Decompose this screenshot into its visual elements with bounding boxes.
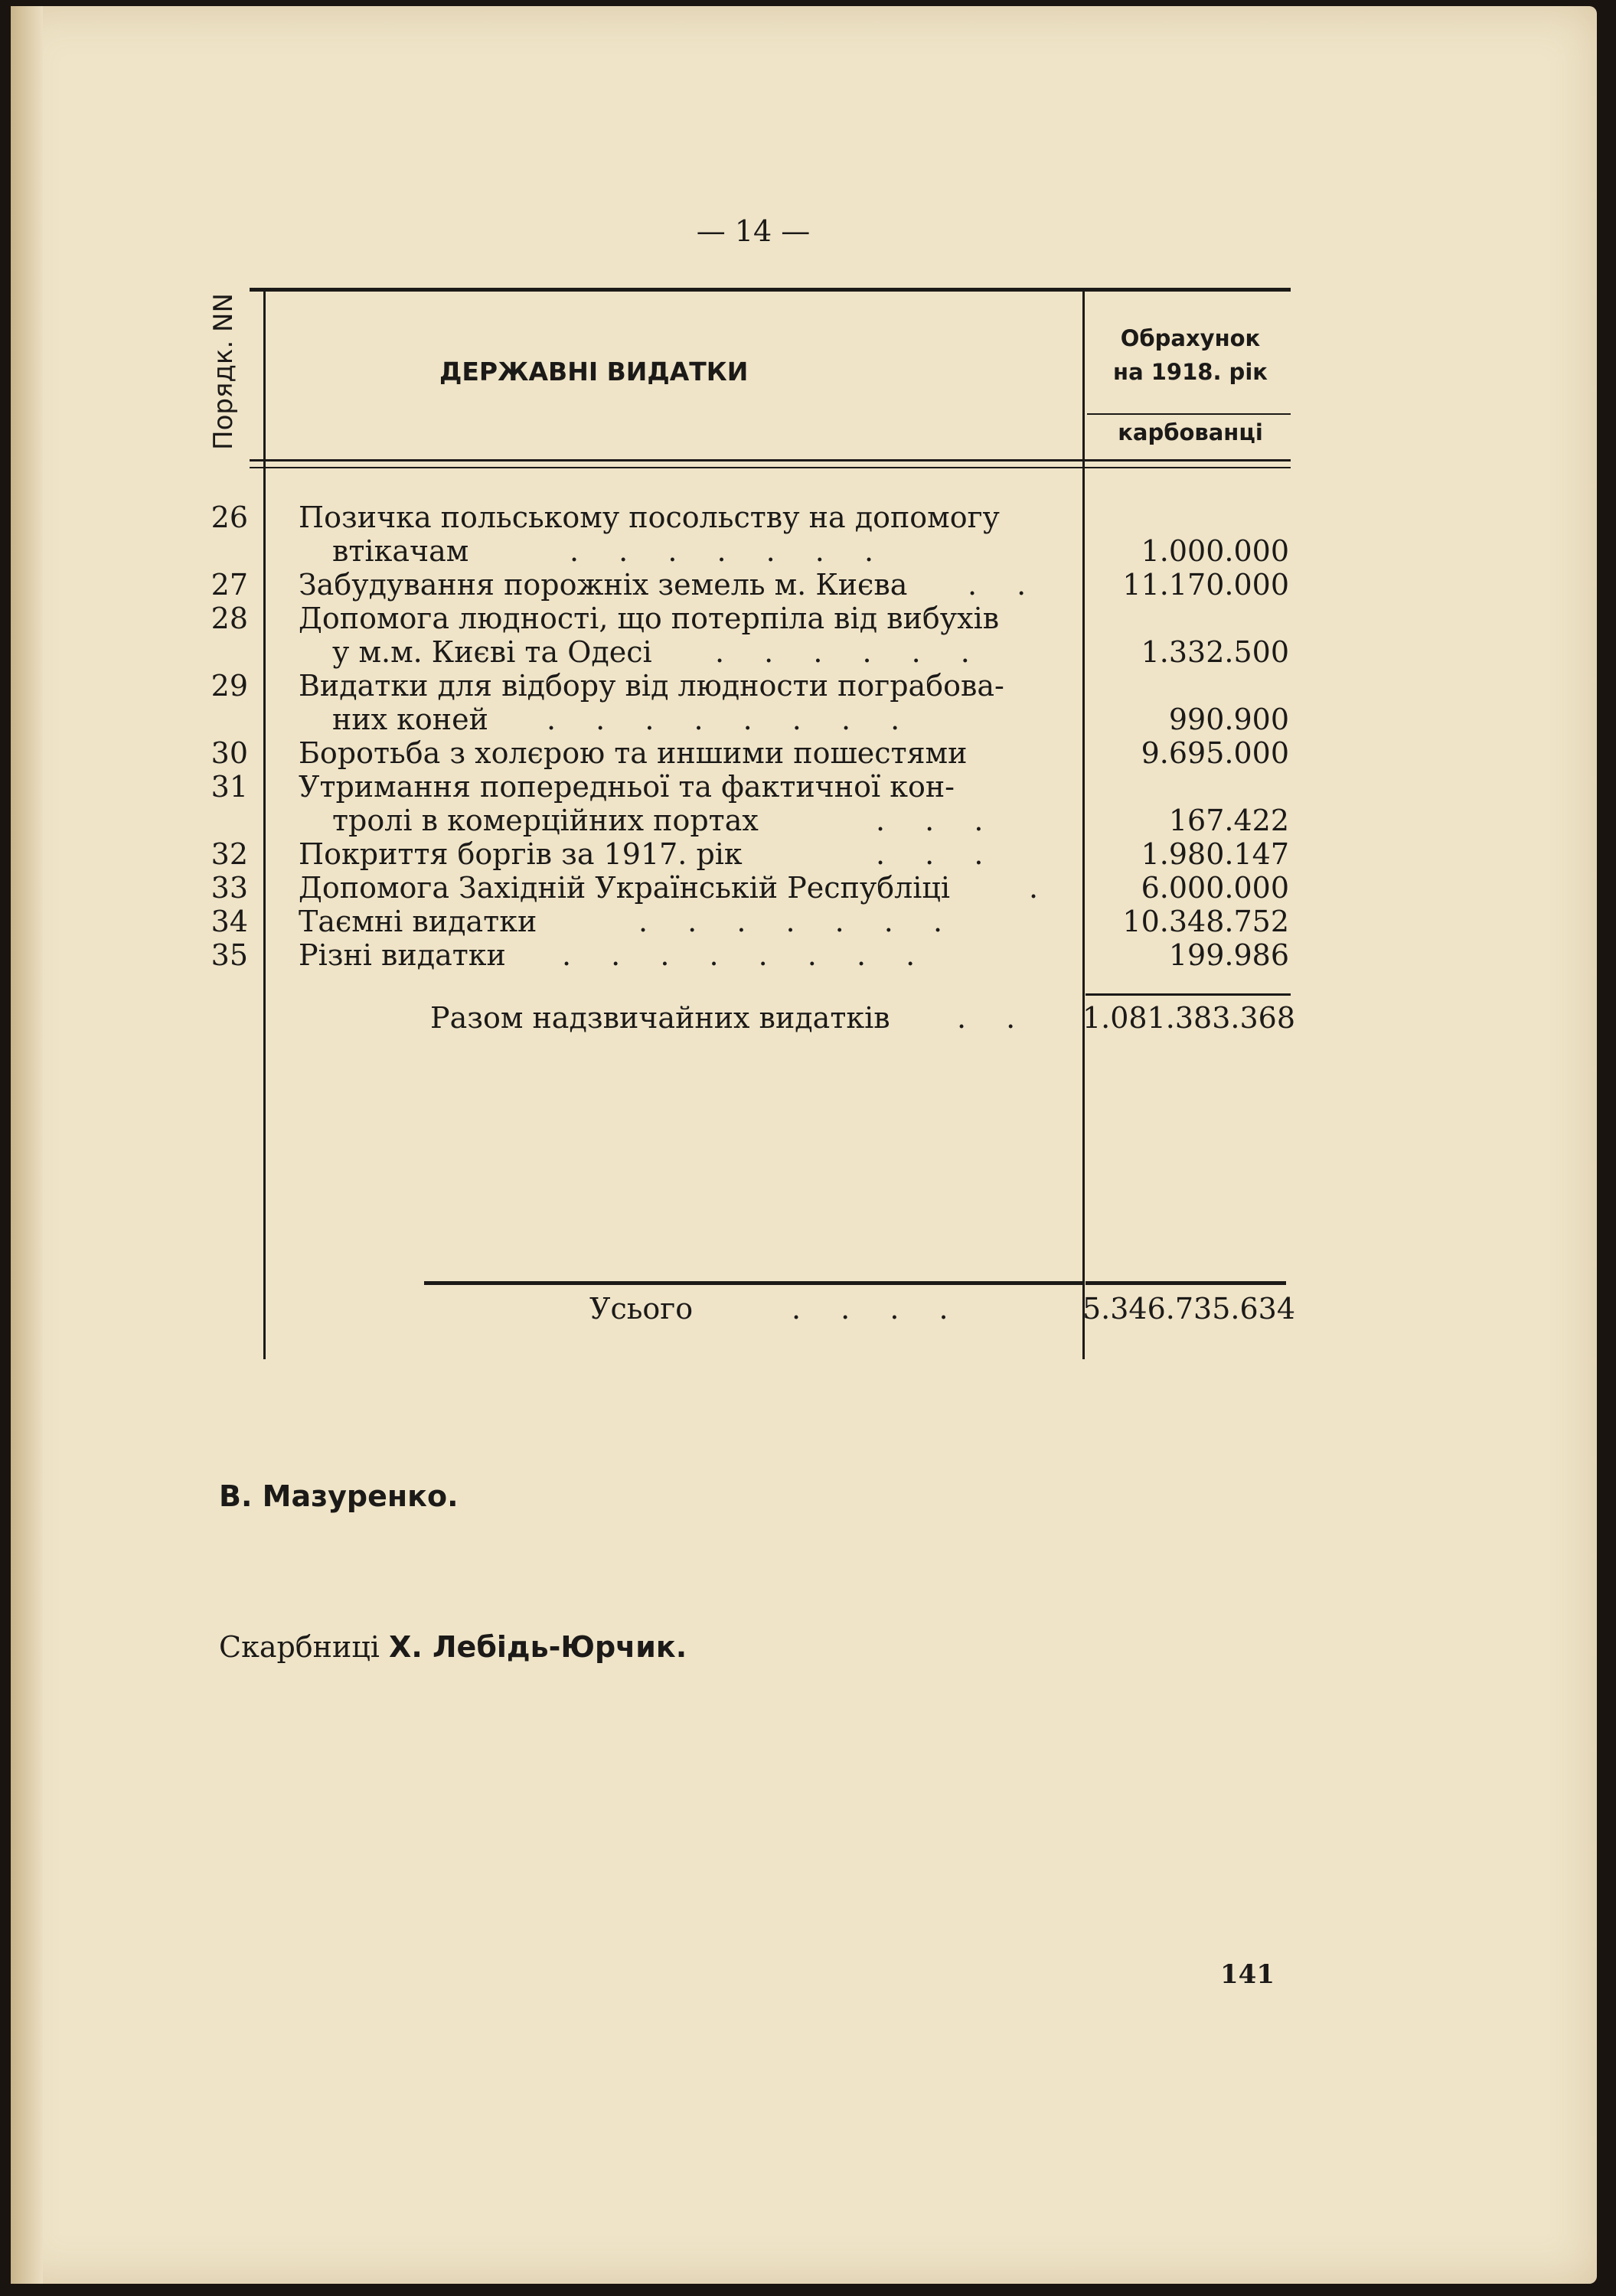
row-number: 29 (211, 669, 248, 703)
row-text-line: тролі в комерційних портах (332, 804, 759, 837)
signature-treasury (219, 1630, 687, 1664)
row-number: 27 (211, 568, 248, 602)
row-amount: 1.000.000 (1141, 534, 1289, 568)
row-amount: 9.695.000 (1141, 736, 1289, 770)
row-number: 34 (211, 905, 248, 938)
total-rule-amount (1085, 1281, 1286, 1285)
leader-dots: . . . . . . . (638, 905, 958, 938)
leader-dots: . . . . (792, 1292, 964, 1326)
row-number: 28 (211, 602, 248, 635)
page-number-bottom: 141 (1220, 1959, 1275, 1990)
row-text-line: Боротьба з холєрою та иншими пошестями (299, 736, 968, 770)
leader-dots: . (1029, 871, 1054, 905)
subtotal-label: Разом надзвичайних видатків (430, 1001, 890, 1035)
row-amount: 990.900 (1168, 703, 1289, 736)
header-estimate-line-2: на 1918. рік (1113, 359, 1268, 385)
header-title: ДЕРЖАВНІ ВИДАТКИ (439, 357, 749, 386)
column-rule-left (263, 288, 266, 1359)
row-text-line: Допомога людності, що потерпіла від вибухів (299, 602, 1000, 635)
signature-treasury-prefix: Скарбниці (219, 1630, 380, 1664)
signature-treasury-name: Х. Лебідь-Юрчик. (389, 1630, 687, 1664)
amount-underline (1085, 993, 1291, 996)
row-text-line: Позичка польському посольству на допомогу (299, 501, 1000, 534)
table-header-bottom-rule (250, 459, 1291, 461)
row-number: 35 (211, 938, 248, 972)
row-amount: 6.000.000 (1141, 871, 1289, 905)
document-page (11, 6, 1597, 2284)
header-row-number: Порядк. NN (208, 293, 239, 450)
total-rule (424, 1281, 1082, 1285)
row-amount: 11.170.000 (1122, 568, 1289, 602)
row-amount: 199.986 (1168, 938, 1289, 972)
row-text-line: Таємні видатки (299, 905, 537, 938)
row-text-line: втікачам (332, 534, 469, 568)
table-header-bottom-rule-2 (250, 467, 1291, 468)
leader-dots: . . . . . . (715, 635, 985, 669)
row-number: 26 (211, 501, 248, 534)
leader-dots: . . . (876, 837, 999, 871)
row-amount: 1.332.500 (1141, 635, 1289, 669)
leader-dots: . . (957, 1001, 1031, 1035)
row-amount: 10.348.752 (1122, 905, 1289, 938)
leader-dots: . . . . . . . (570, 534, 890, 568)
row-text-line: у м.м. Києві та Одесі (332, 635, 652, 669)
leader-dots: . . . . . . . . (547, 703, 916, 736)
row-number: 31 (211, 770, 248, 804)
unit-divider-rule (1087, 413, 1291, 415)
row-text-line: Забудування порожніх земель м. Києва (299, 568, 908, 602)
row-text-line: них коней (332, 703, 488, 736)
leader-dots: . . . (876, 804, 999, 837)
header-unit: карбованці (1118, 419, 1263, 445)
row-number: 33 (211, 871, 248, 905)
page-number-top: — 14 — (696, 214, 811, 248)
leader-dots: . . (968, 568, 1042, 602)
header-estimate (1087, 321, 1294, 389)
row-text-line: Утримання попередньої та фактичної кон- (299, 770, 955, 804)
row-text-line: Різні видатки (299, 938, 506, 972)
signature-mazurenko: В. Мазуренко. (219, 1479, 459, 1513)
row-number: 32 (211, 837, 248, 871)
total-amount: 5.346.735.634 (1082, 1292, 1296, 1326)
row-text-line: Покриття боргів за 1917. рік (299, 837, 743, 871)
leader-dots: . . . . . . . . (562, 938, 931, 972)
row-amount: 167.422 (1168, 804, 1289, 837)
row-amount: 1.980.147 (1141, 837, 1289, 871)
book-spine (11, 6, 43, 2284)
subtotal-amount: 1.081.383.368 (1082, 1001, 1296, 1035)
header-estimate-line-1: Обрахунок (1120, 325, 1261, 351)
table-top-rule (250, 288, 1291, 292)
total-label: Усього (589, 1292, 694, 1326)
row-text-line: Видатки для відбору від людности пограбова- (299, 669, 1004, 703)
row-text-line: Допомога Західній Українській Республіці (299, 871, 950, 905)
row-number: 30 (211, 736, 248, 770)
